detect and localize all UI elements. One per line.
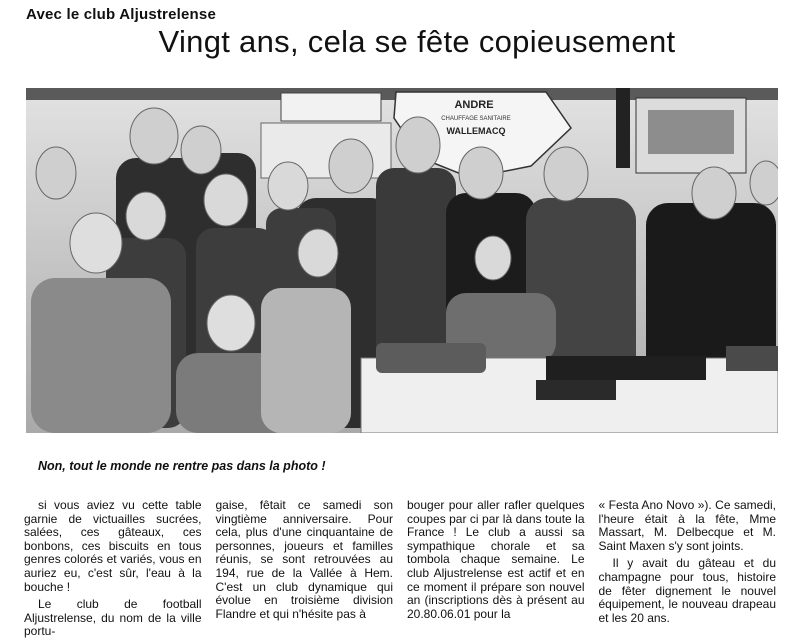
paragraph: Il y avait du gâteau et du champagne pour tous, histoire de fêter dignement le nouvel équipement, le nouveau drapeau et les 20 ans. — [598, 556, 776, 625]
paragraph: gaise, fêtait ce samedi son vingtième anniversaire. Pour cela, plus d'une cinquantaine de personnes, joueurs et familles réunis, se sont retrouvées au 194, rue de la Vallée à Hem. C'est un club dynamique qui évolue en troisième division Flandre et qui n'hésite pas à — [215, 498, 393, 621]
sign-line2: CHAUFFAGE SANITAIRE — [441, 116, 511, 122]
column-3 — [407, 499, 585, 633]
column-1 — [24, 498, 202, 639]
photo-caption: Non, tout le monde ne rentre pas dans la photo ! — [38, 459, 326, 473]
column-4 — [599, 499, 777, 633]
article-headline: Vingt ans, cela se fête copieusement — [158, 24, 676, 59]
column-2 — [216, 499, 394, 633]
paragraph: « Festa Ano Novo »). Ce samedi, l'heure était à la fête, Mme Massart, M. Delbecque et M. Saint Maxen s'y sont joints. — [598, 498, 776, 553]
sign-line1: ANDRE — [454, 99, 494, 111]
group-photo — [26, 88, 778, 433]
paragraph: si vous aviez vu cette table garnie de victuailles sucrées, salées, ces gâteaux, ces bonbons, ces biscuits en tous genres colorés et variés, vous en auriez eu, c'est sûr, l'eau à la bouche ! — [24, 498, 202, 594]
article-kicker: Avec le club Aljustrelense — [26, 6, 216, 23]
paragraph: bouger pour aller rafler quelques coupes par ci par là dans toute la France ! Le club a aussi sa sympathique chorale et sa tombola chaque semaine. Le club Aljustrelense est actif et en ce moment il prépare son nouvel an (inscriptions dès à présent au 20.80.06.01 pour la — [407, 498, 585, 621]
sign-line3: WALLEMACQ — [446, 126, 506, 136]
paragraph: Le club de football Aljustrelense, du nom de la ville portu- — [24, 597, 202, 639]
article-body — [24, 498, 776, 639]
